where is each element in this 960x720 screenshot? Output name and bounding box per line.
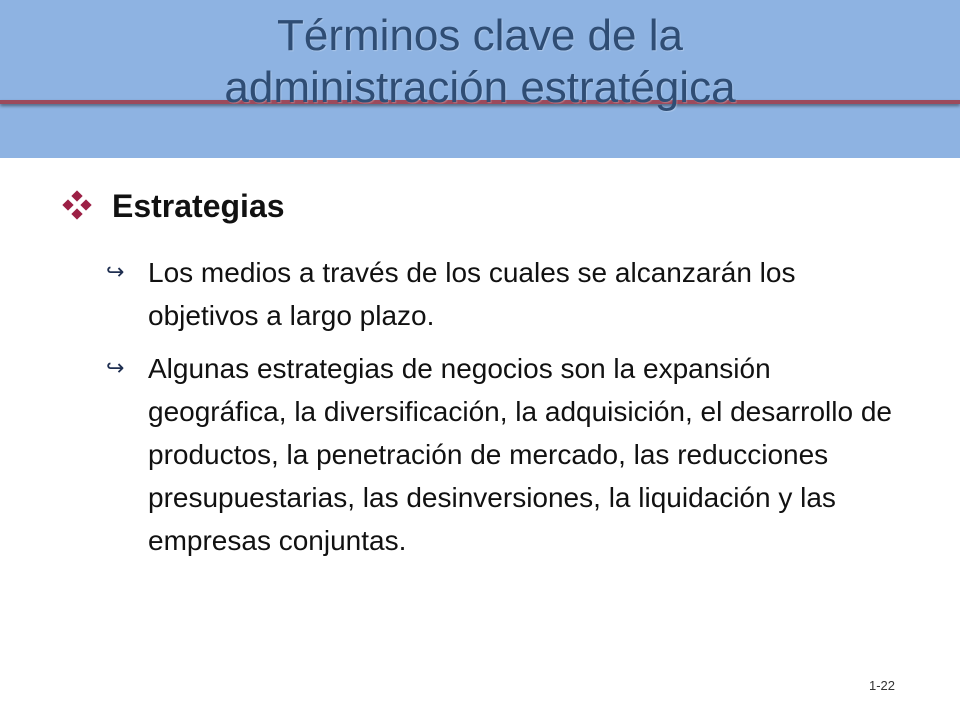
slide-title-line-2: administración estratégica [224, 63, 736, 112]
slide-title-line-1: Términos clave de la [277, 11, 683, 60]
hook-arrow-right-icon: ↪ [106, 260, 125, 285]
sub-bullet-item-2 [106, 347, 896, 562]
sub-bullet-item-1 [106, 251, 896, 337]
heading-bullet-item [62, 186, 285, 226]
title-bar [0, 0, 960, 158]
section-heading: Estrategias [112, 188, 285, 224]
slide-title [0, 10, 960, 114]
sub-bullet-text-2: Algunas estrategias de negocios son la expansión geográfica, la diversificación, la adquisición, el desarrollo de productos, la penetración de mercado, las reducciones presupuestarias, las desinversiones, la liquidación y las empresas conjuntas. [148, 353, 892, 556]
hook-arrow-right-icon: ↪ [106, 356, 125, 381]
sub-bullet-text-1: Los medios a través de los cuales se alcanzarán los objetivos a largo plazo. [148, 257, 796, 331]
page-number: 1-22 [868, 678, 895, 693]
four-diamond-bullet-icon [62, 191, 92, 221]
